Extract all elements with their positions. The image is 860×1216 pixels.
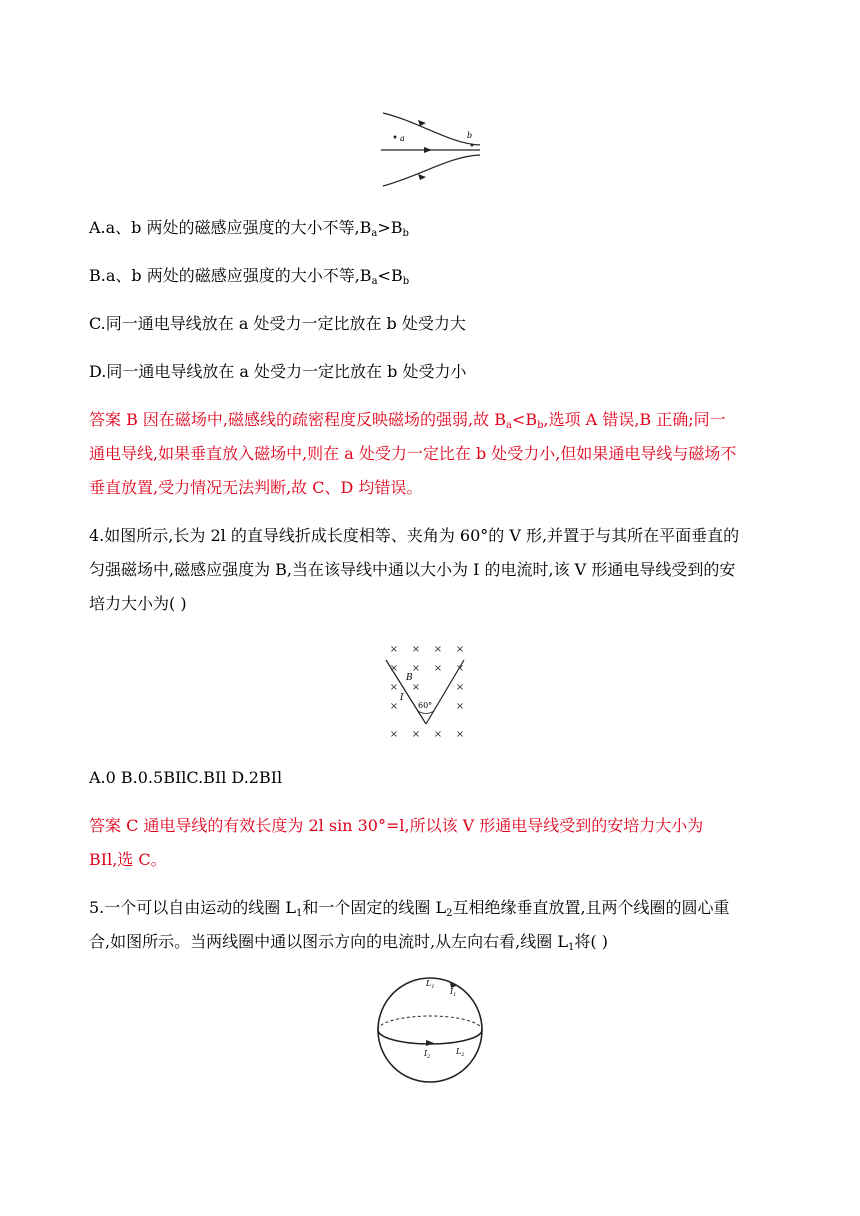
angle-label: 60° (418, 701, 433, 710)
current-label-i: I (400, 693, 404, 703)
q4-answer-line1: 答案 C 通电导线的有效长度为 2l sin 30°=l,所以该 V 形通电导线受到的安培力大小为 (89, 816, 704, 835)
field-line-bottom (383, 155, 480, 186)
field-cross-mark: × (455, 663, 465, 674)
q5-question-line1: 5.一个可以自由运动的线圈 $L_1$和一个固定的线圈 $L_2$互相绝缘垂直放置,且两个线圈的圆心重 (89, 898, 730, 919)
field-cross-mark: × (389, 644, 399, 655)
v-wire-figure (384, 638, 474, 740)
q4-options: A.0 B.0.5BIlC.BIl D.2BIl (89, 768, 283, 787)
field-cross-mark: × (455, 729, 465, 740)
angle-arc (418, 711, 434, 714)
q3-option-b: B.a、b 两处的磁感应强度的大小不等$,B_a<B_b$ (89, 266, 410, 287)
arrow-head-middle (424, 147, 432, 153)
field-line-top (383, 113, 480, 145)
magnetic-field-crosses (390, 644, 464, 740)
field-cross-mark: × (389, 701, 399, 712)
coil-label-l2: $L_2$ (456, 1047, 465, 1058)
coil-l2-back (378, 1016, 482, 1030)
field-cross-mark: × (455, 682, 465, 693)
field-cross-mark: × (389, 682, 399, 693)
point-b-dot (471, 144, 474, 147)
q5-question-line2: 合,如图所示。当两线圈中通以图示方向的电流时,从左向右看,线圈 $L_1$将( ) (89, 932, 608, 953)
q3-option-d: D.同一通电导线放在 a 处受力一定比放在 b 处受力小 (89, 362, 467, 381)
field-cross-mark: × (389, 663, 399, 674)
field-cross-mark: × (455, 701, 465, 712)
field-cross-mark: × (433, 663, 443, 674)
q3-option-c: C.同一通电导线放在 a 处受力一定比放在 b 处受力大 (89, 314, 466, 333)
arrow-head-bottom (418, 174, 426, 180)
q3-answer-line3: 垂直放置,受力情况无法判断,故 C、D 均错误。 (89, 478, 423, 497)
field-cross-mark: × (389, 729, 399, 740)
field-cross-mark: × (411, 729, 421, 740)
coil-l1-circle (378, 978, 482, 1082)
current-label-i2: $I_2$ (424, 1049, 431, 1060)
q4-answer-line2: BIl,选 C。 (89, 850, 167, 869)
field-cross-mark: × (411, 644, 421, 655)
q4-question-line3: 培力大小为( ) (89, 594, 187, 613)
point-a-dot (394, 136, 397, 139)
q3-option-a: A.a、b 两处的磁感应强度的大小不等$,B_a>B_b$ (89, 218, 409, 239)
coils-figure (374, 974, 486, 1084)
point-b-label: b (467, 131, 473, 140)
coil-label-l1: $L_1$ (426, 979, 435, 990)
q4-question-line1: 4.如图所示,长为 2l 的直导线折成长度相等、夹角为 60°的 V 形,并置于与其所在平面垂直的 (89, 526, 740, 545)
field-label-b: B (406, 673, 413, 683)
field-cross-mark: × (433, 644, 443, 655)
point-a-label: a (400, 134, 405, 143)
field-cross-mark: × (411, 682, 421, 693)
field-cross-mark: × (433, 729, 443, 740)
q3-answer-line2: 通电导线,如果垂直放入磁场中,则在 a 处受力一定比在 b 处受力小,但如果通电导线与磁场不 (89, 444, 737, 463)
field-cross-mark: × (455, 644, 465, 655)
field-lines-figure (380, 110, 485, 190)
q3-answer-line1: 答案 B 因在磁场中,磁感线的疏密程度反映磁场的强弱,故 $B_a<B_b$,选项 A 错误,B 正确;同一 (89, 410, 726, 431)
q4-question-line2: 匀强磁场中,磁感应强度为 B,当在该导线中通以大小为 I 的电流时,该 V 形通电导线受到的安 (89, 560, 736, 579)
current-arrow-l2 (426, 1040, 434, 1046)
current-label-i1: $I_1$ (450, 987, 457, 998)
field-cross-mark: × (411, 663, 421, 674)
